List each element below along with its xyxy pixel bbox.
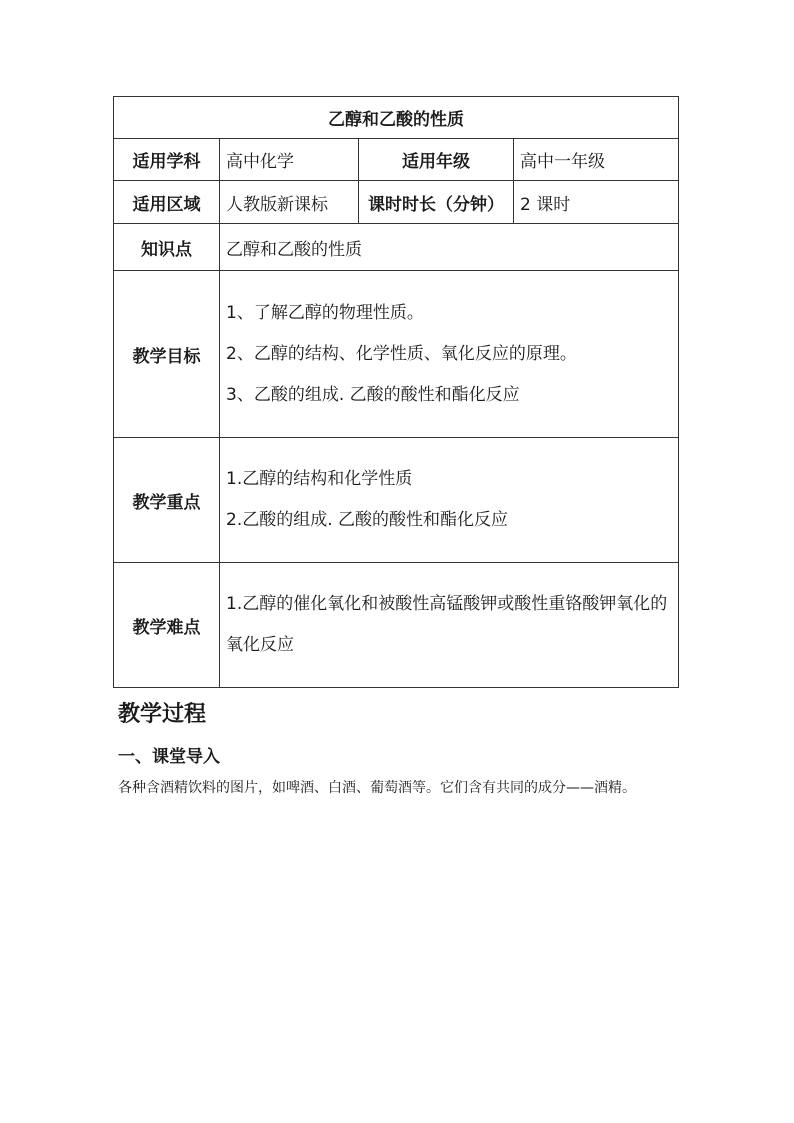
focus-cell: [220, 438, 679, 563]
difficulty-text: 1.乙醇的催化氧化和被酸性高锰酸钾或酸性重铬酸钾氧化的氧化反应: [226, 594, 668, 655]
goal-item: 1、了解乙醇的物理性质。: [226, 302, 424, 323]
grade-label: 适用年级: [359, 139, 514, 181]
region-label: 适用区域: [114, 181, 220, 224]
goal-item: 3、乙酸的组成. 乙酸的酸性和酯化反应: [226, 384, 520, 405]
section-intro-text: 各种含酒精饮料的图片，如啤酒、白酒、葡萄酒等。它们含有共同的成分——酒精。: [118, 780, 636, 796]
section-intro-title: 一、课堂导入: [118, 747, 220, 767]
subject-value: 高中化学: [220, 139, 359, 181]
knowledge-label: 知识点: [114, 224, 220, 271]
difficulty-label: 教学难点: [114, 563, 220, 688]
focus-item: 2.乙酸的组成. 乙酸的酸性和酯化反应: [226, 510, 509, 530]
lesson-info-table: [113, 96, 679, 688]
goals-label: 教学目标: [114, 271, 220, 438]
region-value: 人教版新课标: [220, 181, 359, 224]
duration-label: 课时时长（分钟）: [359, 181, 514, 224]
focus-label: 教学重点: [114, 438, 220, 563]
difficulty-cell: [220, 563, 679, 688]
grade-value: 高中一年级: [514, 139, 679, 181]
process-heading: 教学过程: [118, 702, 207, 727]
knowledge-value: 乙醇和乙酸的性质: [220, 224, 679, 271]
focus-item: 1.乙醇的结构和化学性质: [226, 469, 413, 489]
goals-cell: [220, 271, 679, 438]
lesson-title: 乙醇和乙酸的性质: [114, 97, 679, 139]
subject-label: 适用学科: [114, 139, 220, 181]
goal-item: 2、乙醇的结构、化学性质、氧化反应的原理。: [226, 343, 577, 364]
duration-value: 2 课时: [514, 181, 679, 224]
